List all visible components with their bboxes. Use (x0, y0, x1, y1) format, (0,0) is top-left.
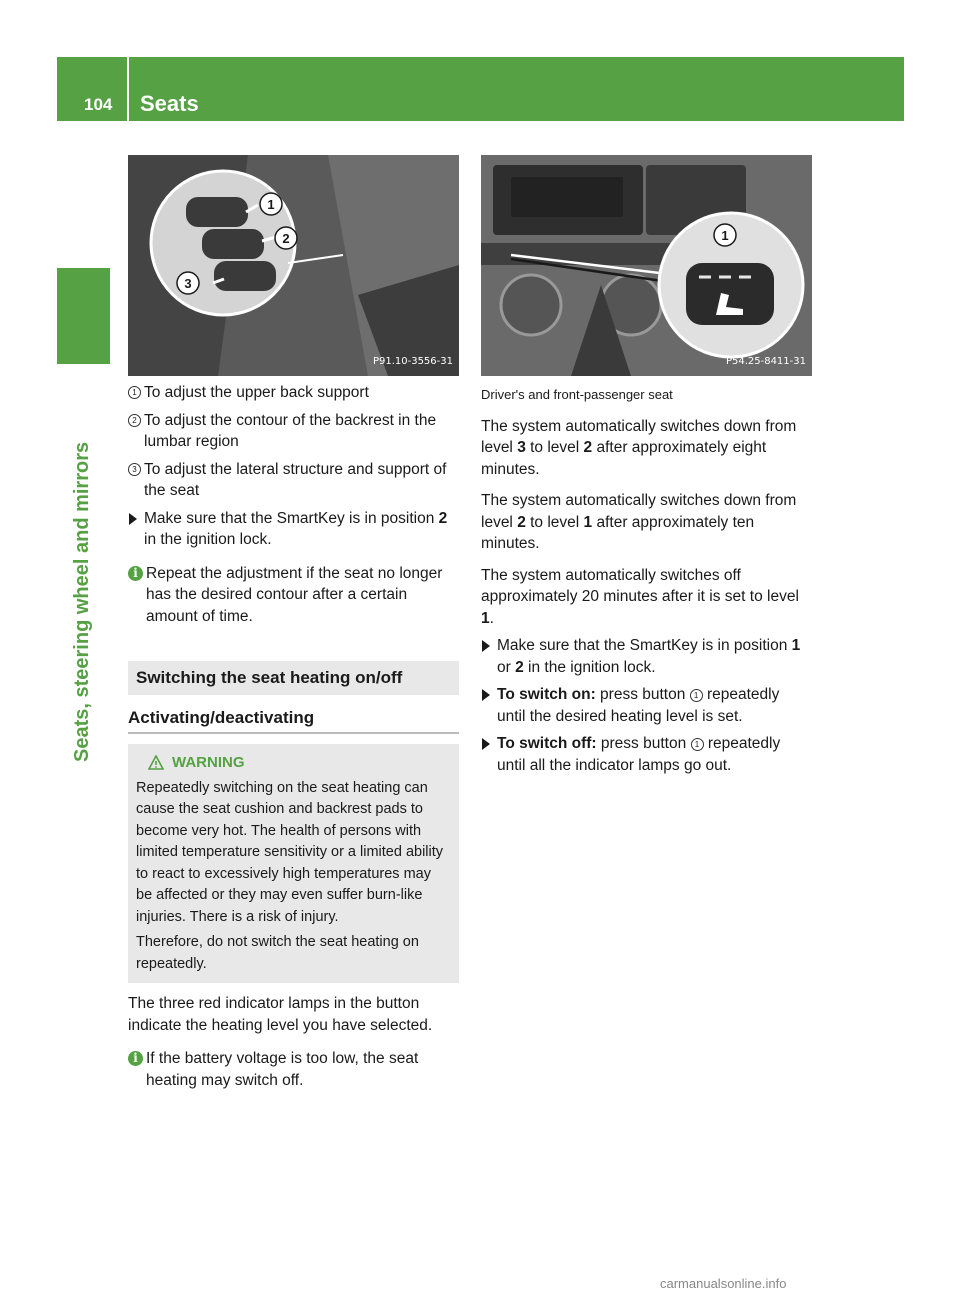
list-item-text: To adjust the lateral structure and support of the seat (144, 460, 447, 499)
warning-icon (148, 755, 164, 771)
instruction-step (481, 733, 812, 776)
step-arrow-icon (482, 738, 490, 750)
warning-text: Therefore, do not switch the seat heating on repeatedly. (136, 934, 419, 972)
callout-num: 1 (690, 689, 703, 702)
info-note (128, 1048, 459, 1091)
callout-3: 3 (184, 276, 192, 291)
side-tab (57, 268, 110, 364)
paragraph (481, 565, 812, 630)
figure-code: P54.25-8411-31 (725, 355, 806, 367)
warning-heading (136, 752, 451, 774)
step-text: repeatedly until the desired heating level is set. (497, 686, 780, 725)
callout-num: 1 (691, 738, 704, 751)
text: to level (525, 513, 584, 531)
list-item (128, 459, 459, 502)
callout-1: 1 (721, 228, 729, 243)
callout-num: 2 (128, 414, 141, 427)
seat-adjust-illustration (128, 155, 459, 376)
bold-text: 2 (517, 513, 526, 531)
side-label (57, 372, 110, 772)
step-bold: 1 (791, 637, 801, 654)
step-text: or (497, 658, 516, 676)
seat-adjust-figure (128, 155, 459, 376)
text: after approximately ten minutes. (481, 513, 755, 552)
list-item (128, 382, 459, 404)
text: The system automatically switches down from level (481, 417, 797, 456)
list-item (128, 410, 459, 453)
text: The system automatically switches off approximately 20 minutes after it is set to level (481, 566, 799, 605)
figure-code: P91.10-3556-31 (372, 355, 453, 367)
step-arrow-icon (129, 513, 137, 525)
warning-title: WARNING (172, 754, 245, 771)
paragraph (481, 416, 812, 481)
step-text: in the ignition lock. (144, 531, 272, 548)
info-note (128, 563, 459, 628)
note-text: If the battery voltage is too low, the seat heating may switch off. (146, 1050, 419, 1089)
section-heading: Switching the seat heating on/off (128, 661, 459, 695)
instruction-step (481, 635, 812, 678)
warning-box (128, 744, 459, 983)
step-text: press button (596, 735, 691, 752)
text: to level (525, 439, 584, 456)
paragraph: The three red indicator lamps in the button indicate the heating level you have selected. (128, 995, 433, 1034)
callout-1: 1 (267, 197, 275, 212)
step-text: in the ignition lock. (523, 658, 656, 676)
seat-heating-figure (481, 155, 812, 376)
bold-text: 1 (583, 513, 593, 531)
section-title: Seats (140, 91, 199, 116)
bold-text: 1 (481, 609, 490, 627)
step-text: Make sure that the SmartKey is in position (144, 509, 439, 527)
side-label-text: Seats, steering wheel and mirrors (71, 441, 93, 762)
page-number: 104 (84, 95, 113, 114)
header-divider (127, 57, 129, 121)
step-arrow-icon (482, 640, 490, 652)
watermark: carmanualsonline.info (660, 1276, 787, 1291)
info-icon: i (128, 1051, 143, 1066)
bold-text: 2 (583, 439, 593, 456)
note-text: Repeat the adjustment if the seat no longer has the desired contour after a certain amount of time. (146, 564, 443, 625)
list-item-text: To adjust the upper back support (144, 384, 369, 401)
paragraph (481, 490, 812, 555)
warning-text: Repeatedly switching on the seat heating can cause the seat cushion and backrest pads to become very hot. The health of persons with limited temperature sensitivity or a limited ability to react to excessively high temperatures may be affected or they may even suffer burn-like injuries. There is a risk of injury. (136, 779, 444, 925)
callout-2: 2 (282, 231, 290, 246)
seat-heating-illustration (481, 155, 812, 376)
list-item-text: To adjust the contour of the backrest in the lumbar region (144, 411, 437, 450)
step-text: repeatedly until all the indicator lamps go out. (497, 735, 781, 774)
step-text: press button (595, 686, 690, 703)
step-bold: 2 (438, 509, 448, 527)
bold-text: 3 (517, 439, 526, 456)
step-text: Make sure that the SmartKey is in position (497, 637, 792, 654)
text: . (489, 609, 494, 627)
callout-num: 3 (128, 463, 141, 476)
info-icon: i (128, 566, 143, 581)
step-arrow-icon (482, 689, 490, 701)
subheading: Activating/deactivating (128, 707, 459, 735)
instruction-step (128, 508, 459, 551)
step-bold: To switch on: (497, 686, 596, 703)
step-bold: 2 (515, 658, 524, 676)
header-bar (57, 57, 904, 121)
right-column (481, 155, 812, 776)
text: The system automatically switches down from level (481, 492, 797, 531)
figure-caption: Driver's and front-passenger seat (481, 387, 673, 402)
left-column (128, 155, 459, 1091)
text: after approximately eight minutes. (481, 439, 767, 478)
instruction-step (481, 684, 812, 727)
step-bold: To switch off: (497, 735, 597, 752)
callout-num: 1 (128, 386, 141, 399)
